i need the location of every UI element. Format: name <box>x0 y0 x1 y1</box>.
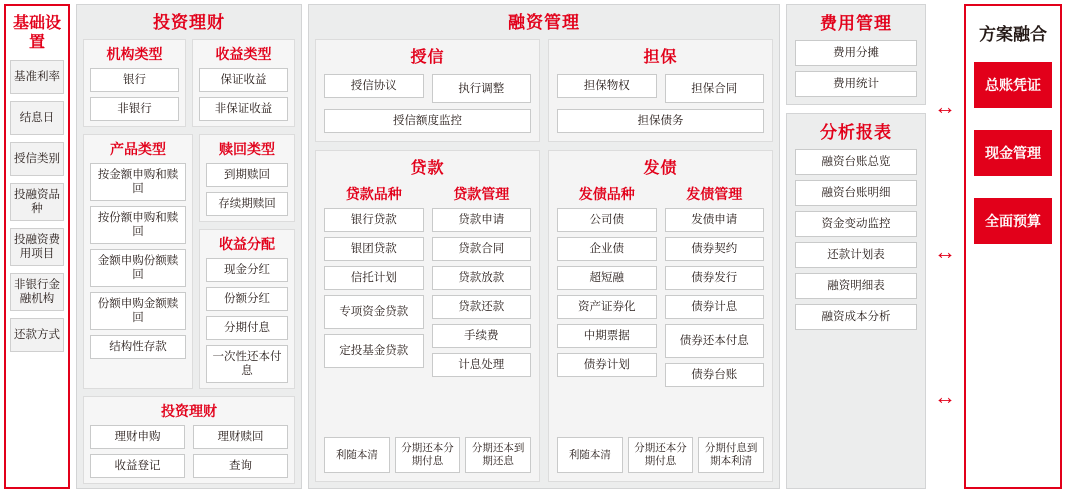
group-title-bond: 发债 <box>643 160 678 177</box>
income-alloc-lumpsum[interactable]: 一次性还本付息 <box>206 345 288 383</box>
bond-manage-contract[interactable]: 债券契约 <box>665 237 765 261</box>
group-income-type <box>192 39 295 127</box>
guarantee-collateral-right[interactable]: 担保物权 <box>557 74 657 98</box>
invest-biz-redeem[interactable]: 理财赎回 <box>193 425 288 449</box>
redeem-type-duration[interactable]: 存续期赎回 <box>206 192 288 216</box>
bond-manage-ledger[interactable]: 债券台账 <box>665 363 765 387</box>
analysis-repayment-plan[interactable]: 还款计划表 <box>795 242 917 268</box>
redeem-type-maturity[interactable]: 到期赎回 <box>206 163 288 187</box>
panel-analysis-report <box>786 113 926 489</box>
group-title-redeem-type: 赎回类型 <box>219 141 275 157</box>
product-type-amount-subscribe-redeem[interactable]: 按金额申购和赎回 <box>90 163 186 201</box>
product-type-structured-deposit[interactable]: 结构性存款 <box>90 335 186 359</box>
column-arrows <box>932 4 958 489</box>
loan-manage-repay[interactable]: 贷款还款 <box>432 295 532 319</box>
basic-item-credit-category[interactable]: 授信类别 <box>10 142 64 176</box>
subgroup-title-loan-kind: 贷款品种 <box>345 186 402 202</box>
panel-title-solution-integration: 方案融合 <box>979 25 1047 44</box>
group-title-guarantee: 担保 <box>643 49 678 66</box>
group-title-credit: 授信 <box>410 49 445 66</box>
loan-footer-installment-principal-interest[interactable]: 分期还本分期付息 <box>395 437 461 473</box>
product-type-share-subscribe-redeem[interactable]: 按份额申购和赎回 <box>90 206 186 244</box>
credit-execution-adjust[interactable]: 执行调整 <box>432 74 532 103</box>
analysis-fund-change-monitor[interactable]: 资金变动监控 <box>795 211 917 237</box>
bond-kind-ultrashort[interactable]: 超短融 <box>557 266 657 290</box>
subgroup-bond-kind <box>557 185 657 431</box>
bond-kind-enterprise[interactable]: 企业债 <box>557 237 657 261</box>
group-title-product-type: 产品类型 <box>110 141 166 157</box>
bond-kind-mtn[interactable]: 中期票据 <box>557 324 657 348</box>
loan-footer-lump[interactable]: 利随本清 <box>324 437 390 473</box>
loan-manage-disburse[interactable]: 贷款放款 <box>432 266 532 290</box>
bond-footer-installment-principal-interest[interactable]: 分期还本分期付息 <box>628 437 694 473</box>
group-title-income-type: 收益类型 <box>215 46 272 62</box>
panel-title-financing: 融资管理 <box>508 13 580 32</box>
panel-fee-management <box>786 4 926 105</box>
subgroup-title-loan-manage: 贷款管理 <box>453 186 510 202</box>
group-redeem-type <box>199 134 295 222</box>
analysis-financing-cost[interactable]: 融资成本分析 <box>795 304 917 330</box>
group-investment-biz <box>83 396 295 484</box>
column-reports <box>786 4 926 489</box>
org-type-nonbank[interactable]: 非银行 <box>90 97 179 121</box>
invest-biz-subscribe[interactable]: 理财申购 <box>90 425 185 449</box>
group-guarantee <box>548 39 773 142</box>
subgroup-title-bond-kind: 发债品种 <box>578 186 635 202</box>
bond-manage-principal-interest[interactable]: 债券还本付息 <box>665 324 765 358</box>
merge-item-cash-management[interactable]: 现金管理 <box>974 130 1052 176</box>
income-type-nonguaranteed[interactable]: 非保证收益 <box>199 97 288 121</box>
group-income-alloc <box>199 229 295 389</box>
subgroup-loan-kind <box>324 185 424 431</box>
loan-manage-fee[interactable]: 手续费 <box>432 324 532 348</box>
group-org-type <box>83 39 186 127</box>
arrow-icon-cash-management: ↔ <box>934 238 956 264</box>
bond-manage-interest[interactable]: 债券计息 <box>665 295 765 319</box>
basic-item-investment-kind[interactable]: 投融资品种 <box>10 183 64 221</box>
basic-item-settlement-date[interactable]: 结息日 <box>10 101 64 135</box>
group-credit <box>315 39 540 142</box>
column-redeem-income <box>199 134 295 396</box>
subgroup-loan-manage <box>432 185 532 431</box>
guarantee-debt[interactable]: 担保债务 <box>557 109 764 133</box>
loan-footer-installment-principal-maturity-interest[interactable]: 分期还本到期还息 <box>465 437 531 473</box>
loan-kind-fixed-fund[interactable]: 定投基金贷款 <box>324 334 424 368</box>
arrow-icon-general-ledger: ↔ <box>934 93 956 119</box>
analysis-ledger-overview[interactable]: 融资台账总览 <box>795 149 917 175</box>
income-alloc-share-dividend[interactable]: 份额分红 <box>206 287 288 311</box>
group-title-loan: 贷款 <box>410 160 445 177</box>
loan-kind-bank[interactable]: 银行贷款 <box>324 208 424 232</box>
guarantee-contract[interactable]: 担保合同 <box>665 74 765 103</box>
analysis-financing-detail[interactable]: 融资明细表 <box>795 273 917 299</box>
loan-manage-interest[interactable]: 计息处理 <box>432 353 532 377</box>
basic-item-fee-item[interactable]: 投融资费用项目 <box>10 228 64 266</box>
panel-title-fee-management: 费用管理 <box>820 14 892 33</box>
subgroup-bond-manage <box>665 185 765 431</box>
loan-kind-syndicate[interactable]: 银团贷款 <box>324 237 424 261</box>
invest-biz-query[interactable]: 查询 <box>193 454 288 478</box>
product-type-amount-subscribe-share-redeem[interactable]: 金额申购份额赎回 <box>90 249 186 287</box>
loan-manage-apply[interactable]: 贷款申请 <box>432 208 532 232</box>
bond-kind-corporate[interactable]: 公司债 <box>557 208 657 232</box>
panel-basic-settings <box>4 4 70 489</box>
group-title-investment-biz: 投资理财 <box>161 403 217 419</box>
bond-kind-abs[interactable]: 资产证券化 <box>557 295 657 319</box>
merge-item-general-ledger[interactable]: 总账凭证 <box>974 62 1052 108</box>
income-alloc-installment-interest[interactable]: 分期付息 <box>206 316 288 340</box>
panel-title-investment: 投资理财 <box>153 13 225 32</box>
basic-item-benchmark-rate[interactable]: 基准利率 <box>10 60 64 94</box>
panel-title-basic-settings: 基础设置 <box>12 15 61 51</box>
subgroup-title-bond-manage: 发债管理 <box>686 186 743 202</box>
panel-solution-integration <box>964 4 1062 489</box>
group-title-income-alloc: 收益分配 <box>219 236 275 252</box>
group-bond <box>548 150 773 482</box>
fee-allocation[interactable]: 费用分摊 <box>795 40 917 66</box>
credit-agreement[interactable]: 授信协议 <box>324 74 424 98</box>
bond-footer-lump[interactable]: 利随本清 <box>557 437 623 473</box>
basic-item-repayment-method[interactable]: 还款方式 <box>10 318 64 352</box>
loan-manage-contract[interactable]: 贷款合同 <box>432 237 532 261</box>
bond-footer-installment-interest-maturity-principal[interactable]: 分期付息到期本利清 <box>698 437 764 473</box>
bond-manage-apply[interactable]: 发债申请 <box>665 208 765 232</box>
loan-kind-trust-plan[interactable]: 信托计划 <box>324 266 424 290</box>
income-alloc-cash-dividend[interactable]: 现金分红 <box>206 258 288 282</box>
fee-statistics[interactable]: 费用统计 <box>795 71 917 97</box>
panel-title-analysis-report: 分析报表 <box>820 123 892 142</box>
bond-kind-plan[interactable]: 债券计划 <box>557 353 657 377</box>
credit-limit-monitor[interactable]: 授信额度监控 <box>324 109 531 133</box>
product-type-share-subscribe-amount-redeem[interactable]: 份额申购金额赎回 <box>90 292 186 330</box>
org-type-bank[interactable]: 银行 <box>90 68 179 92</box>
merge-item-budget[interactable]: 全面预算 <box>974 198 1052 244</box>
analysis-ledger-detail[interactable]: 融资台账明细 <box>795 180 917 206</box>
loan-kind-special-fund[interactable]: 专项资金贷款 <box>324 295 424 329</box>
panel-investment <box>76 4 302 489</box>
panel-financing <box>308 4 780 489</box>
group-title-org-type: 机构类型 <box>106 46 163 62</box>
invest-biz-income-register[interactable]: 收益登记 <box>90 454 185 478</box>
income-type-guaranteed[interactable]: 保证收益 <box>199 68 288 92</box>
bond-manage-issue[interactable]: 债券发行 <box>665 266 765 290</box>
basic-item-nonbank-institution[interactable]: 非银行金融机构 <box>10 273 64 311</box>
arrow-icon-budget: ↔ <box>934 383 956 409</box>
group-loan <box>315 150 540 482</box>
group-product-type <box>83 134 193 389</box>
